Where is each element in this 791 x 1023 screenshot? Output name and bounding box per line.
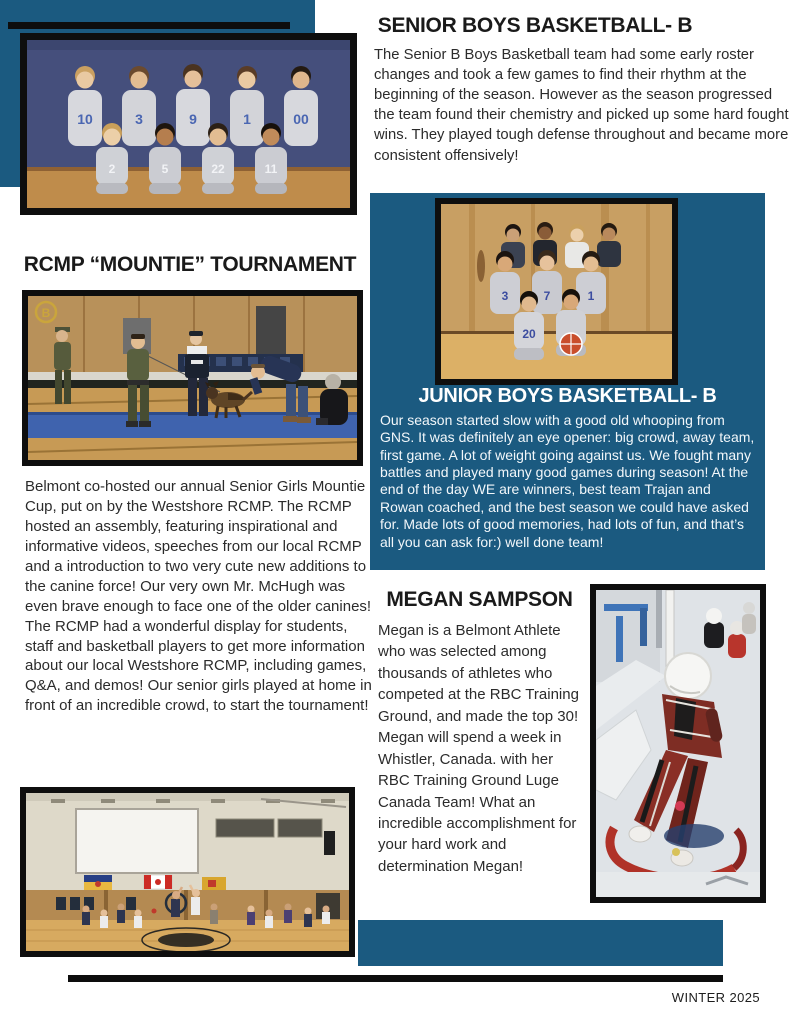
junior-middle-row — [490, 250, 606, 314]
senior-section-title: SENIOR BOYS BASKETBALL- B — [377, 14, 693, 37]
senior-team-photo — [20, 33, 357, 215]
rcmp-demo-photo — [22, 290, 363, 466]
svg-text:1: 1 — [243, 111, 251, 127]
svg-text:3: 3 — [135, 111, 143, 127]
season-label: WINTER 2025 — [671, 990, 760, 1005]
rcmp-section-title: RCMP “MOUNTIE” TOURNAMENT — [23, 253, 357, 276]
svg-text:B: B — [41, 306, 51, 320]
megan-section-title: MEGAN SAMPSON — [386, 588, 573, 611]
svg-text:10: 10 — [77, 111, 93, 127]
junior-section-body: Our season started slow with a good old whooping from GNS. It was definitely an eye opener: big crowd, away team, first game. A lot of weight going against us. We fought many battles and played many good games during season! At the end of the day WE are winners, best team Trajan and Rowan coached, and the best season we could have asked for. Made lots of good memories, had lots of fun, and that’s all you can ask for:) well done team! — [380, 412, 755, 550]
svg-text:9: 9 — [189, 111, 197, 127]
svg-text:22: 22 — [211, 162, 225, 176]
svg-text:7: 7 — [543, 289, 551, 303]
projection-screen — [76, 809, 198, 873]
junior-team-photo-art — [441, 204, 672, 379]
luge-photo-art — [596, 590, 760, 897]
svg-text:2: 2 — [108, 162, 116, 176]
luge-photo — [590, 584, 766, 903]
svg-text:5: 5 — [161, 162, 169, 176]
top-black-bar — [8, 22, 290, 29]
senior-team-photo-art — [27, 40, 350, 208]
senior-section-body: The Senior B Boys Basketball team had some early roster changes and took a few games to find their rhythm at the beginning of the season. However as the season progressed the team found their chemistry and picked up some hard fought wins. They played tough defense throughout and became more consistent offensively! — [374, 47, 789, 164]
girls-game-photo-art — [26, 793, 349, 951]
bc-flag — [84, 875, 112, 890]
junior-section-title: JUNIOR BOYS BASKETBALL- B — [418, 385, 717, 407]
svg-text:3: 3 — [501, 289, 509, 303]
svg-text:00: 00 — [293, 111, 309, 127]
junior-section-panel — [370, 193, 765, 570]
girls-game-photo — [20, 787, 355, 957]
bottom-black-bar — [68, 975, 723, 982]
canada-flag — [144, 875, 172, 889]
yellow-flag — [202, 877, 226, 890]
bottom-accent-block — [358, 920, 723, 966]
maple-leaf-mark — [675, 801, 685, 811]
svg-text:20: 20 — [522, 327, 536, 341]
svg-text:1: 1 — [587, 289, 595, 303]
svg-text:11: 11 — [264, 162, 278, 176]
junior-team-photo — [435, 198, 678, 385]
rcmp-demo-photo-art — [28, 296, 357, 460]
rcmp-section-body: Belmont co-hosted our annual Senior Girls Mountie Cup, put on by the Westshore RCMP. The RCMP hosted an assembly, featuring inspirational and informative videos, speeches from our local RCMP and a introduction to two very cute new additions to the canine force! Our very own Mr. McHugh was even brave enough to face one of the older canines! The RCMP had a wonderful display for students, staff and basketball players to get more information about our local Westshore RCMP, including games, Q&A, and demos! Our senior girls played at home in front of an incredible crowd, to start the tournament! — [25, 478, 372, 715]
megan-section-body: Megan is a Belmont Athlete who was selected among thousands of athletes who competed at the RBC Training Ground, and made the top 30! Megan will spend a week in Whistler, Canada. with her RBC Training Ground Luge Canada Team! What an incredible accomplishment for your hard work and determination Megan! — [378, 622, 579, 875]
